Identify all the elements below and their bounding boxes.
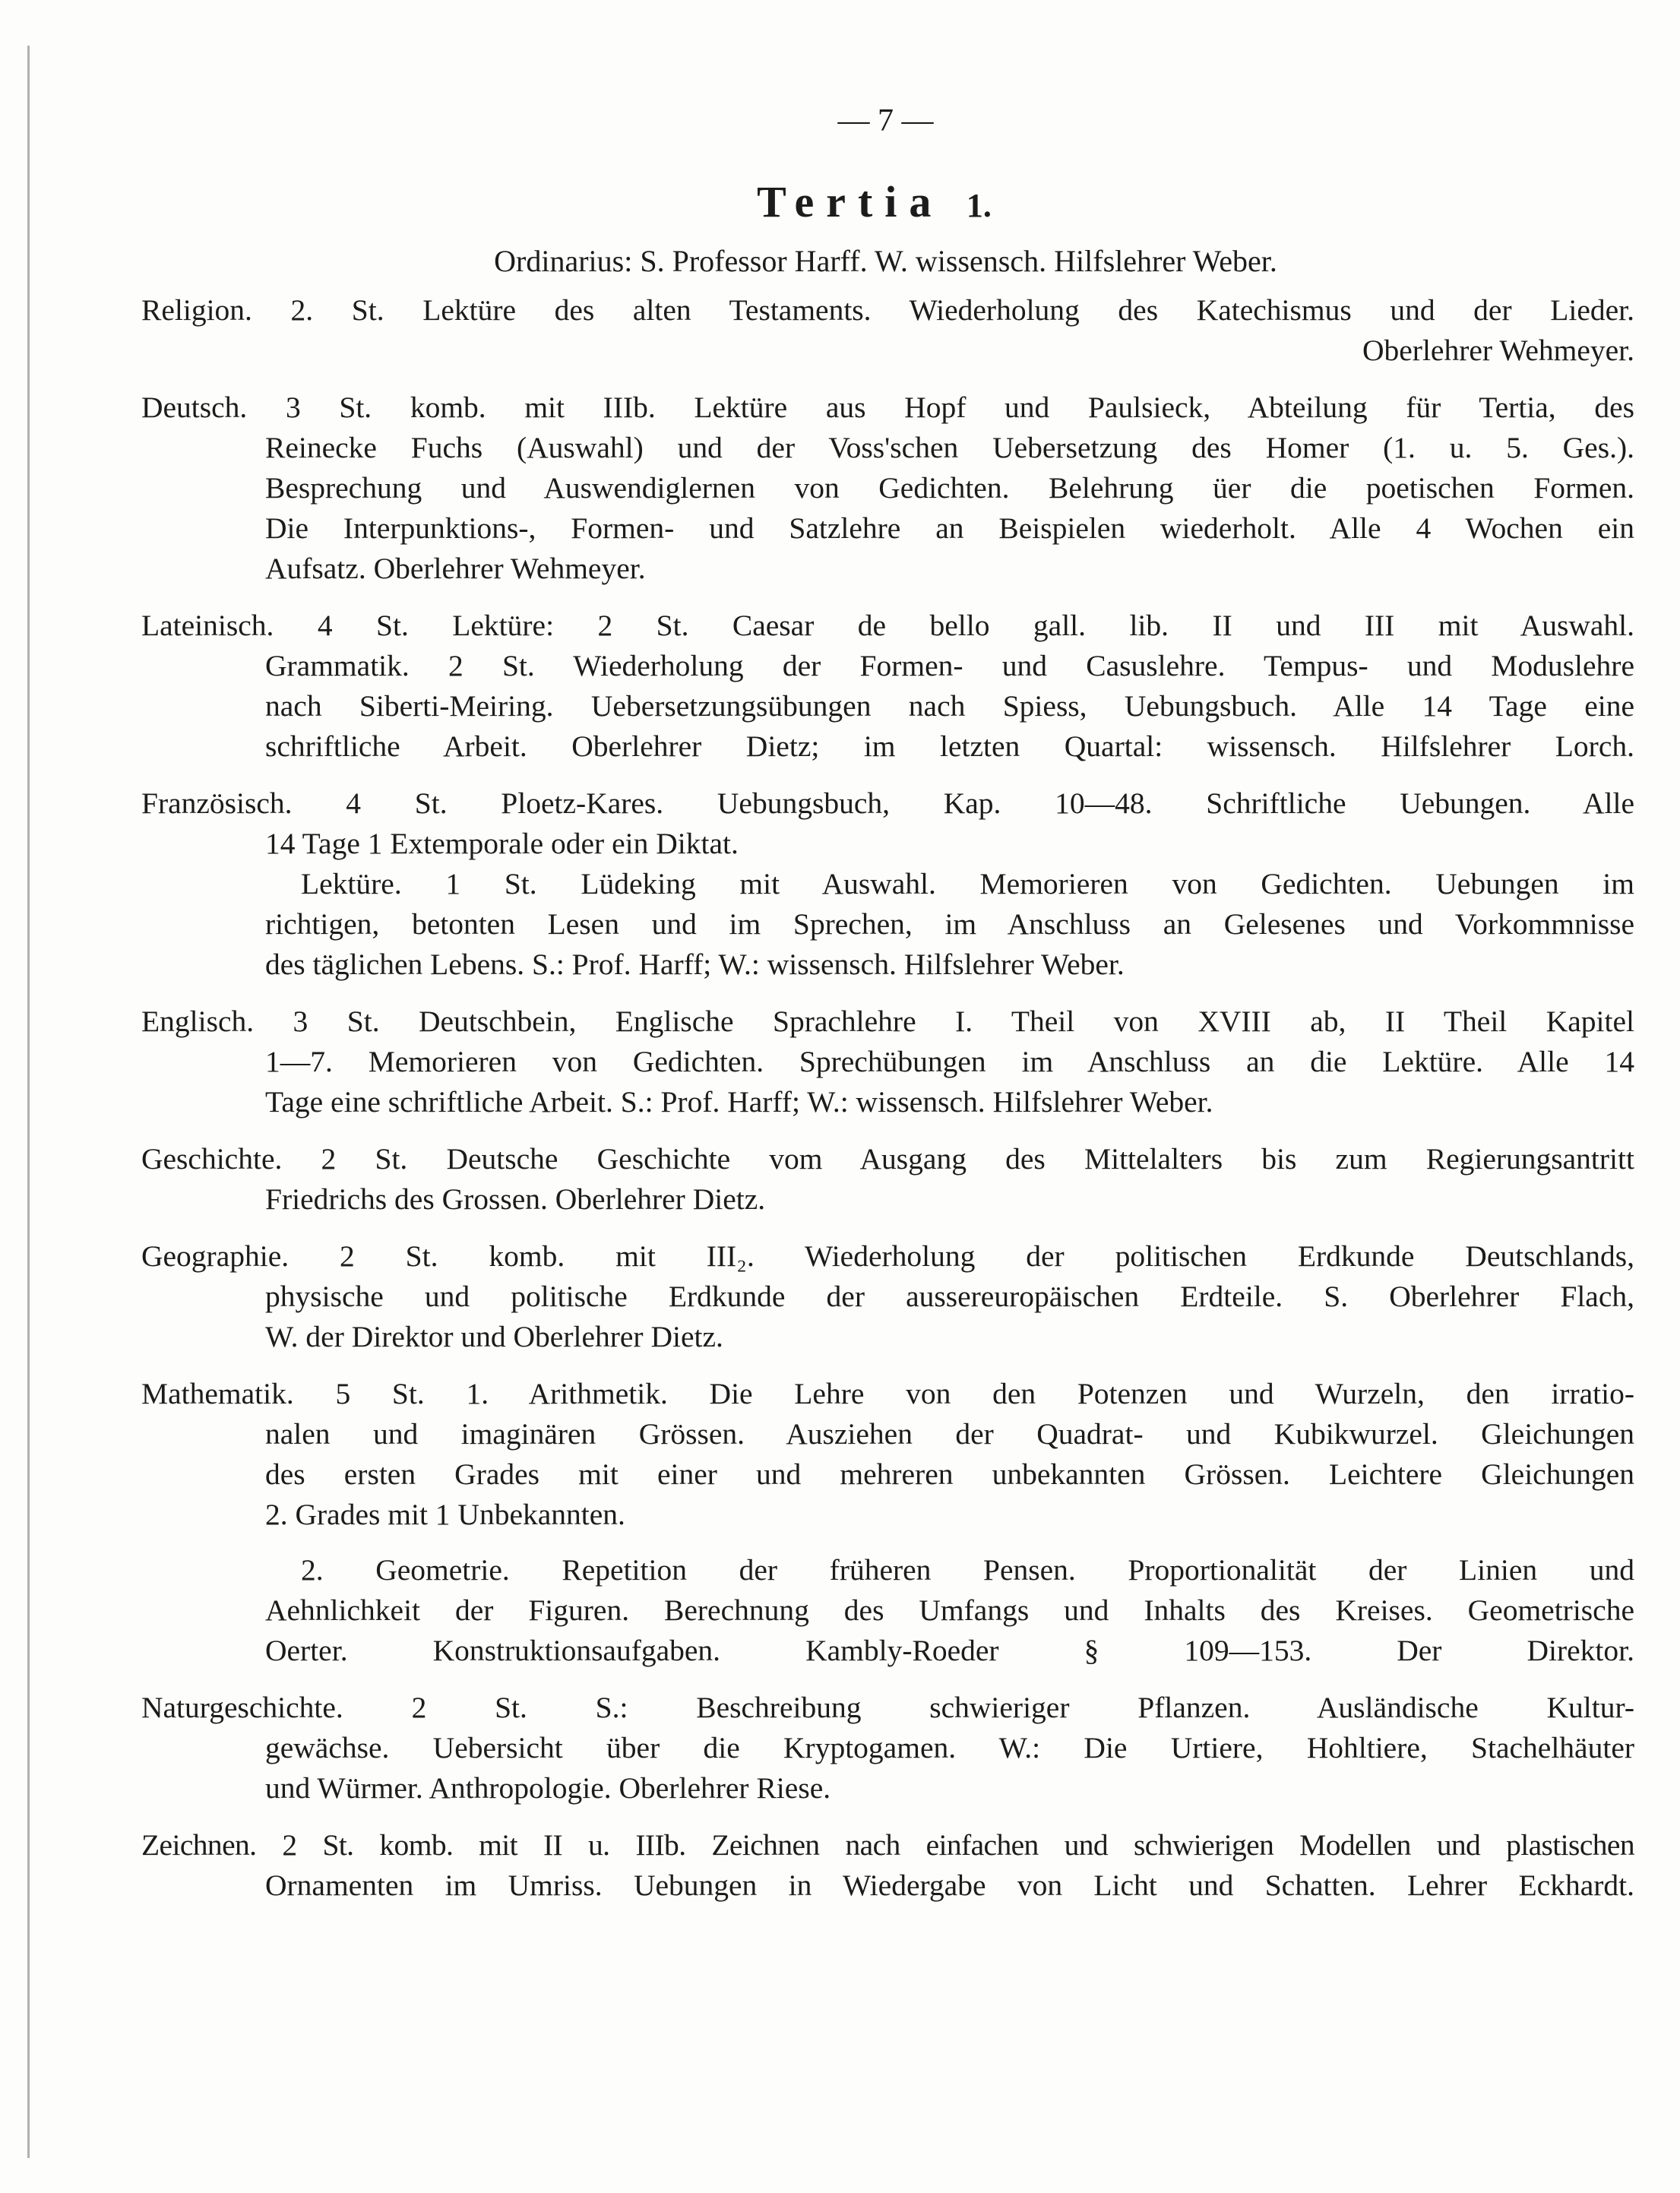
text-line: 2. Grades mit 1 Unbekannten. bbox=[265, 1498, 625, 1531]
text-line: W. der Direktor und Oberlehrer Dietz. bbox=[265, 1320, 723, 1353]
text-line: Geographie. 2 St. komb. mit III₂. Wiederholung der politischen Erdkunde Deutschlands, bbox=[141, 1239, 1634, 1273]
text-line: Grammatik. 2 St. Wiederholung der Formen- und Casuslehre. Tempus- und Moduslehre bbox=[265, 649, 1634, 682]
entry-geschichte bbox=[141, 1139, 1634, 1220]
entry-zeichnen bbox=[141, 1825, 1634, 1906]
title-suffix: 1. bbox=[966, 187, 992, 224]
text-line: Zeichnen. 2 St. komb. mit II u. IIIb. Zeichnen nach einfachen und schwierigen Modellen und plastischen bbox=[141, 1828, 1634, 1862]
text-line: Englisch. 3 St. Deutschbein, Englische Sprachlehre I. Theil von XVIII ab, II Theil Kapitel bbox=[141, 1005, 1634, 1038]
text-line: Deutsch. 3 St. komb. mit IIIb. Lektüre aus Hopf und Paulsieck, Abteilung für Tertia, des bbox=[141, 391, 1634, 424]
text-line: Oerter. Konstruktionsaufgaben. Kambly-Roeder § 109—153. Der Direktor. bbox=[265, 1634, 1634, 1667]
text-line: 1—7. Memorieren von Gedichten. Sprechübungen im Anschluss an die Lektüre. Alle 14 bbox=[265, 1045, 1634, 1078]
text-line: Aehnlichkeit der Figuren. Berechnung des Umfangs und Inhalts des Kreises. Geometrische bbox=[265, 1593, 1634, 1627]
text-line: 2. Geometrie. Repetition der früheren Pensen. Proportionalität der Linien und bbox=[301, 1553, 1634, 1587]
title-text: Tertia bbox=[757, 177, 944, 226]
text-line: richtigen, betonten Lesen und im Sprechen, im Anschluss an Gelesenes und Vorkommnisse bbox=[265, 907, 1634, 941]
text-line: Ornamenten im Umriss. Uebungen in Wiedergabe von Licht und Schatten. Lehrer Eckhardt. bbox=[265, 1869, 1634, 1902]
entry-deutsch bbox=[141, 388, 1634, 589]
text-line: Oberlehrer Wehmeyer. bbox=[1362, 334, 1634, 367]
ordinarius-line: Ordinarius: S. Professor Harff. W. wissensch. Hilfslehrer Weber. bbox=[494, 244, 1277, 278]
text-line: Reinecke Fuchs (Auswahl) und der Voss'schen Uebersetzung des Homer (1. u. 5. Ges.). bbox=[265, 431, 1634, 464]
entry-naturgeschichte bbox=[141, 1688, 1634, 1809]
entry-lateinisch bbox=[141, 606, 1634, 767]
entry-geographie bbox=[141, 1236, 1634, 1357]
page-title bbox=[0, 176, 1680, 227]
entry-mathematik bbox=[141, 1374, 1634, 1671]
entry-religion bbox=[141, 290, 1634, 371]
text-line: Mathematik. 5 St. 1. Arithmetik. Die Lehre von den Potenzen und Wurzeln, den irratio- bbox=[141, 1377, 1634, 1410]
text-line: Lektüre. 1 St. Lüdeking mit Auswahl. Memorieren von Gedichten. Uebungen im bbox=[301, 867, 1634, 900]
entry-englisch bbox=[141, 1002, 1634, 1122]
text-line: Die Interpunktions-, Formen- und Satzlehre an Beispielen wiederholt. Alle 4 Wochen ein bbox=[265, 511, 1634, 545]
text-line: nach Siberti-Meiring. Uebersetzungsübungen nach Spiess, Uebungsbuch. Alle 14 Tage eine bbox=[265, 689, 1634, 723]
subject-list bbox=[141, 290, 1634, 1922]
text-line: und Würmer. Anthropologie. Oberlehrer Riese. bbox=[265, 1771, 831, 1805]
scan-margin-line bbox=[27, 46, 30, 2158]
text-line: Französisch. 4 St. Ploetz-Kares. Uebungsbuch, Kap. 10—48. Schriftliche Uebungen. Alle bbox=[141, 786, 1634, 820]
text-line: Naturgeschichte. 2 St. S.: Beschreibung schwieriger Pflanzen. Ausländische Kultur- bbox=[141, 1691, 1634, 1724]
text-line: Aufsatz. Oberlehrer Wehmeyer. bbox=[265, 552, 646, 585]
text-line: physische und politische Erdkunde der aussereuropäischen Erdteile. S. Oberlehrer Flach, bbox=[265, 1280, 1634, 1313]
text-line: Lateinisch. 4 St. Lektüre: 2 St. Caesar de bello gall. lib. II und III mit Auswahl. bbox=[141, 609, 1634, 642]
text-line: 14 Tage 1 Extemporale oder ein Diktat. bbox=[265, 827, 739, 860]
text-line: gewächse. Uebersicht über die Kryptogamen. W.: Die Urtiere, Hohltiere, Stachelhäuter bbox=[265, 1731, 1634, 1764]
page-number: — 7 — bbox=[837, 103, 934, 138]
text-line: Geschichte. 2 St. Deutsche Geschichte vom Ausgang des Mittelalters bis zum Regierungsantritt bbox=[141, 1142, 1634, 1176]
text-line: Friedrichs des Grossen. Oberlehrer Dietz. bbox=[265, 1182, 766, 1216]
text-line: schriftliche Arbeit. Oberlehrer Dietz; im letzten Quartal: wissensch. Hilfslehrer Lorch. bbox=[265, 729, 1634, 763]
text-line: Religion. 2. St. Lektüre des alten Testaments. Wiederholung des Katechismus und der Lieder. bbox=[141, 293, 1634, 327]
entry-franzoesisch bbox=[141, 783, 1634, 985]
text-line: Besprechung und Auswendiglernen von Gedichten. Belehrung üer die poetischen Formen. bbox=[265, 471, 1634, 505]
text-line: des ersten Grades mit einer und mehreren unbekannten Grössen. Leichtere Gleichungen bbox=[265, 1457, 1634, 1491]
text-line: Tage eine schriftliche Arbeit. S.: Prof. Harff; W.: wissensch. Hilfslehrer Weber. bbox=[265, 1085, 1213, 1119]
text-line: des täglichen Lebens. S.: Prof. Harff; W.: wissensch. Hilfslehrer Weber. bbox=[265, 948, 1125, 981]
text-line: nalen und imaginären Grössen. Ausziehen der Quadrat- und Kubikwurzel. Gleichungen bbox=[265, 1417, 1634, 1451]
